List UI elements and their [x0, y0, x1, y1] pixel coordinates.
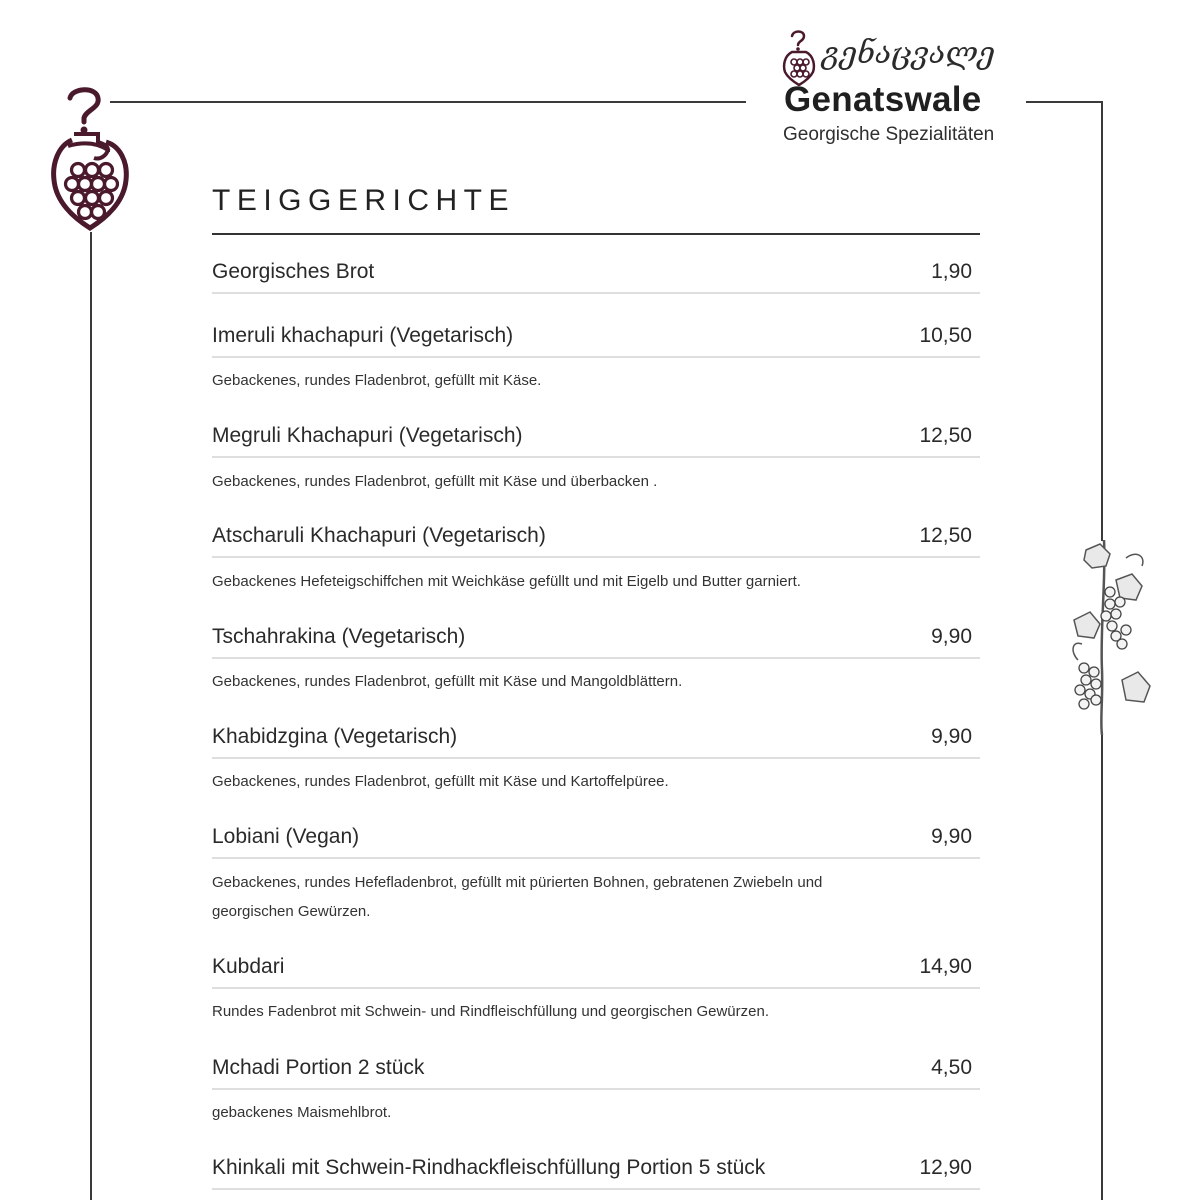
menu-item-price: 9,90 [931, 725, 972, 748]
menu-item-name: Imeruli khachapuri (Vegetarisch) [212, 324, 514, 347]
menu-item [212, 725, 980, 759]
menu-item-description: Gebackenes, rundes Fladenbrot, gefüllt mit Käse. [212, 372, 542, 389]
menu-item-description: Gebackenes, rundes Fladenbrot, gefüllt mit Käse und Mangoldblättern. [212, 673, 683, 690]
menu-item-divider [212, 1088, 980, 1090]
menu-item-price: 14,90 [919, 955, 972, 978]
menu-item-name: Tschahrakina (Vegetarisch) [212, 625, 466, 648]
brand-name: Genatswale [784, 80, 982, 119]
menu-item-price: 12,50 [919, 424, 972, 447]
frame-line-left [90, 232, 92, 1200]
section-title: TEIGGERICHTE [212, 184, 516, 217]
menu-item-name: Atscharuli Khachapuri (Vegetarisch) [212, 524, 546, 547]
menu-item-description: Gebackenes, rundes Hefefladenbrot, gefüllt mit pürierten Bohnen, gebratenen Zwiebeln und georgischen Gewürzen. [212, 874, 823, 920]
menu-item-divider [212, 1188, 980, 1190]
menu-item-name: Kubdari [212, 955, 285, 978]
wine-jug-icon [48, 84, 132, 232]
section-divider [212, 233, 980, 235]
frame-line-right-lower [1101, 735, 1103, 1200]
brand-logo [752, 26, 1024, 156]
menu-item-divider [212, 292, 980, 294]
menu-item-name: Mchadi Portion 2 stück [212, 1056, 425, 1079]
menu-item [212, 524, 980, 558]
menu-item-description: Gebackenes Hefeteigschiffchen mit Weichkäse gefüllt und mit Eigelb und Butter garniert. [212, 573, 801, 590]
menu-item [212, 625, 980, 659]
frame-line-top-left [110, 101, 746, 103]
brand-tagline: Georgische Spezialitäten [783, 124, 995, 145]
menu-item [212, 424, 980, 458]
menu-item [212, 324, 980, 358]
grape-vine-icon [1066, 540, 1154, 735]
menu-item-divider [212, 657, 980, 659]
menu-item-description: Gebackenes, rundes Fladenbrot, gefüllt mit Käse und Kartoffelpüree. [212, 773, 669, 790]
menu-item-description: Gebackenes, rundes Fladenbrot, gefüllt mit Käse und überbacken . [212, 473, 658, 490]
menu-item-price: 9,90 [931, 625, 972, 648]
menu-item-divider [212, 987, 980, 989]
menu-item-divider [212, 456, 980, 458]
menu-item-name: Lobiani (Vegan) [212, 825, 360, 848]
menu-item-price: 9,90 [931, 825, 972, 848]
menu-item-name: Georgisches Brot [212, 260, 375, 283]
menu-item-price: 12,90 [919, 1156, 972, 1179]
menu-item-price: 4,50 [931, 1056, 972, 1079]
menu-item-divider [212, 757, 980, 759]
brand-georgian-script: გენაცვალე [822, 36, 995, 71]
menu-item-description: gebackenes Maismehlbrot. [212, 1104, 392, 1121]
frame-line-top-right [1026, 101, 1103, 103]
menu-item-price: 1,90 [931, 260, 972, 283]
menu-item-divider [212, 857, 980, 859]
menu-item-divider [212, 356, 980, 358]
menu-item [212, 955, 980, 989]
menu-item-description: Rundes Fadenbrot mit Schwein- und Rindfleischfüllung und georgischen Gewürzen. [212, 1003, 769, 1020]
menu-item-name: Megruli Khachapuri (Vegetarisch) [212, 424, 523, 447]
menu-item-name: Khabidzgina (Vegetarisch) [212, 725, 458, 748]
menu-item-price: 10,50 [919, 324, 972, 347]
menu-item [212, 825, 980, 859]
menu-item-name: Khinkali mit Schwein-Rindhackfleischfüllung Portion 5 stück [212, 1156, 766, 1179]
frame-line-right-upper [1101, 101, 1103, 541]
grape-jug-icon [782, 28, 816, 86]
menu-item-price: 12,50 [919, 524, 972, 547]
menu-item [212, 1156, 980, 1190]
menu-item [212, 1056, 980, 1090]
menu-item [212, 260, 980, 294]
menu-item-divider [212, 556, 980, 558]
